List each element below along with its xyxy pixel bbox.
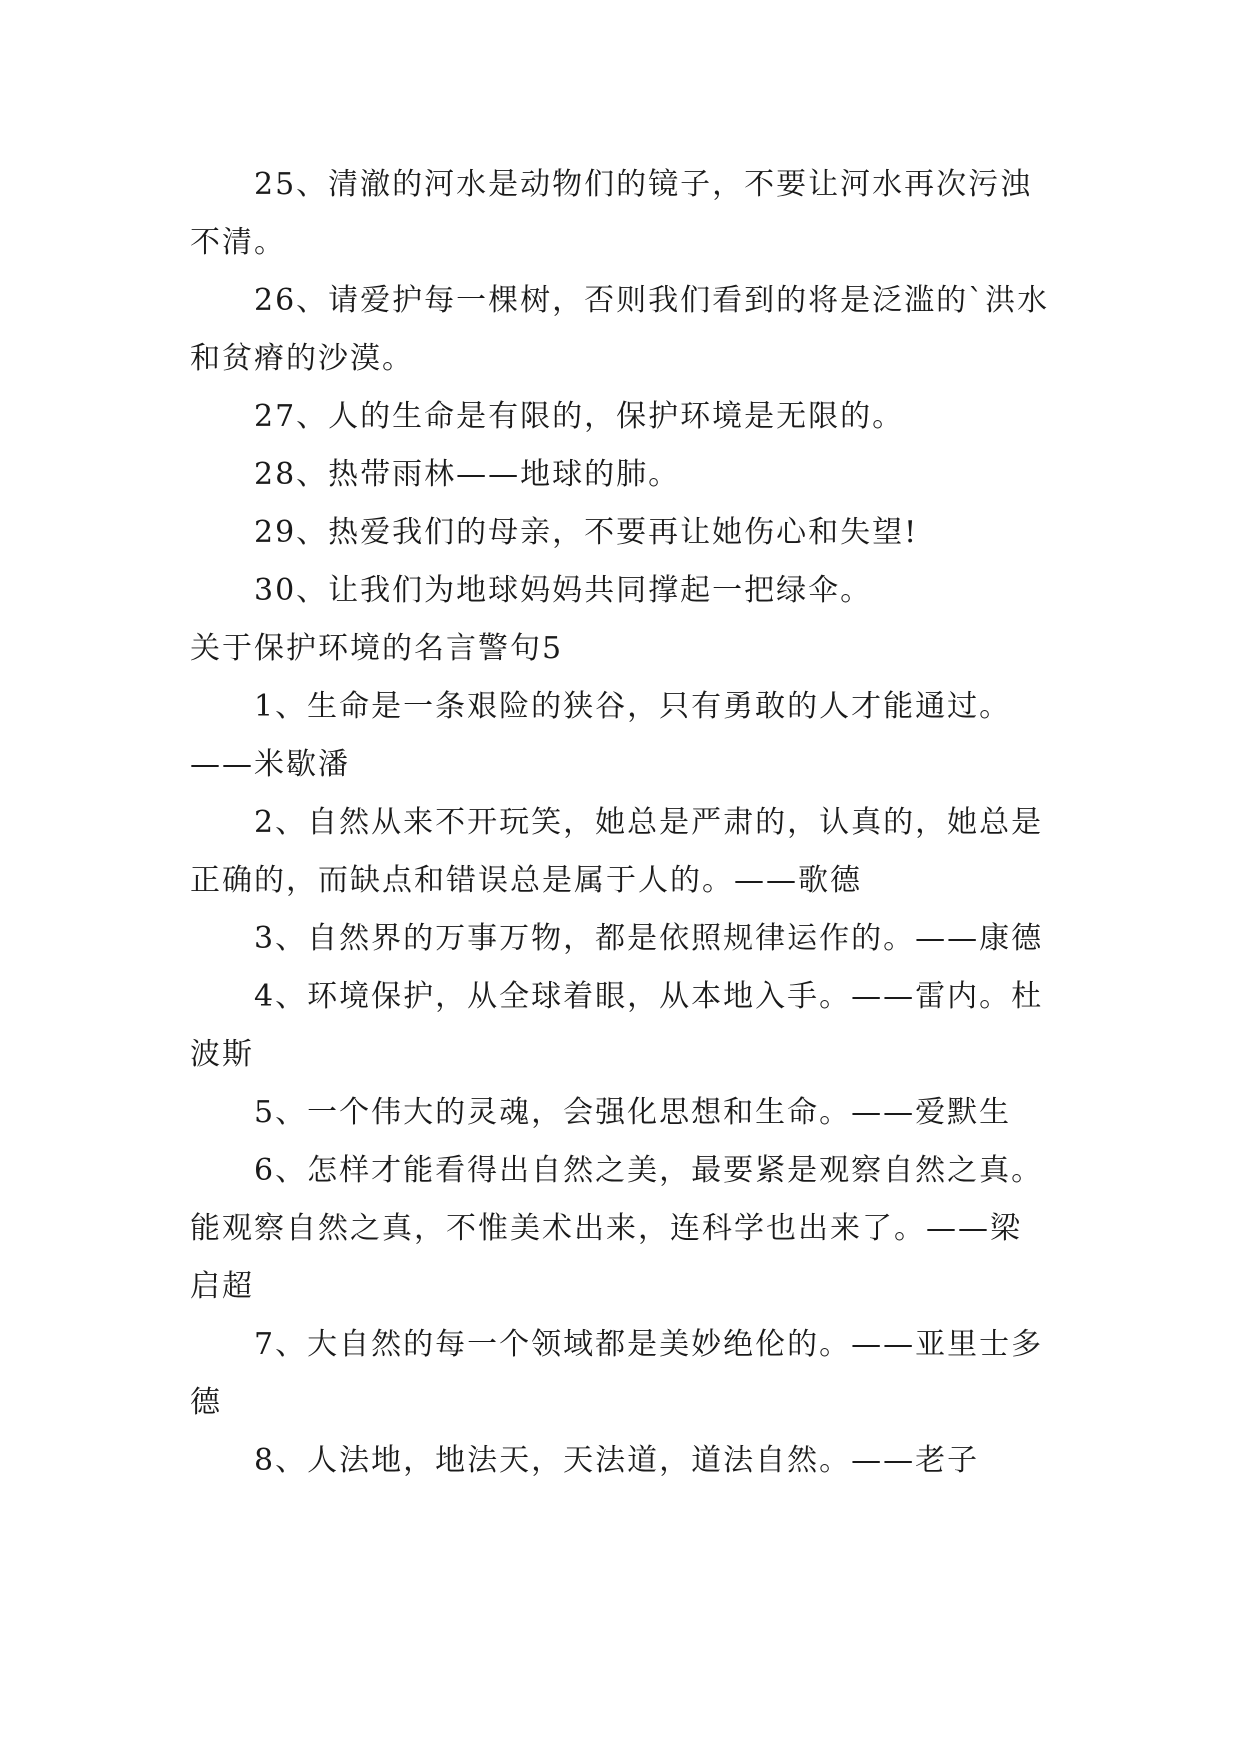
document-body: [190, 156, 1050, 1490]
quote-item-1: 1、生命是一条艰险的狭谷，只有勇敢的人才能通过。——米歇潘: [190, 689, 1012, 782]
quote-item-30: 30、让我们为地球妈妈共同撑起一把绿伞。: [254, 573, 873, 608]
quote-item-25: 25、清澈的河水是动物们的镜子，不要让河水再次污浊不清。: [190, 167, 1033, 260]
quote-item-5: 5、一个伟大的灵魂，会强化思想和生命。——爱默生: [254, 1095, 1012, 1130]
quote-item-29: 29、热爱我们的母亲，不要再让她伤心和失望!: [254, 515, 919, 550]
quote-item-8: 8、人法地，地法天，天法道，道法自然。——老子: [254, 1443, 980, 1478]
quote-item-2: 2、自然从来不开玩笑，她总是严肃的，认真的，她总是正确的，而缺点和错误总是属于人的。——歌德: [190, 805, 1044, 898]
quote-item-3: 3、自然界的万事万物，都是依照规律运作的。——康德: [254, 921, 1044, 956]
quote-item-28: 28、热带雨林——地球的肺。: [254, 457, 681, 492]
quote-item-26: 26、请爱护每一棵树，否则我们看到的将是泛滥的`洪水和贫瘠的沙漠。: [190, 283, 1050, 376]
quote-item-27: 27、人的生命是有限的，保护环境是无限的。: [254, 399, 905, 434]
quote-item-4: 4、环境保护，从全球着眼，从本地入手。——雷内。杜波斯: [190, 979, 1044, 1072]
section-heading: 关于保护环境的名言警句5: [190, 631, 564, 666]
quote-item-6: 6、怎样才能看得出自然之美，最要紧是观察自然之真。能观察自然之真，不惟美术出来，连科学也出来了。——梁启超: [190, 1153, 1044, 1304]
quote-item-7: 7、大自然的每一个领域都是美妙绝伦的。——亚里士多德: [190, 1327, 1044, 1420]
